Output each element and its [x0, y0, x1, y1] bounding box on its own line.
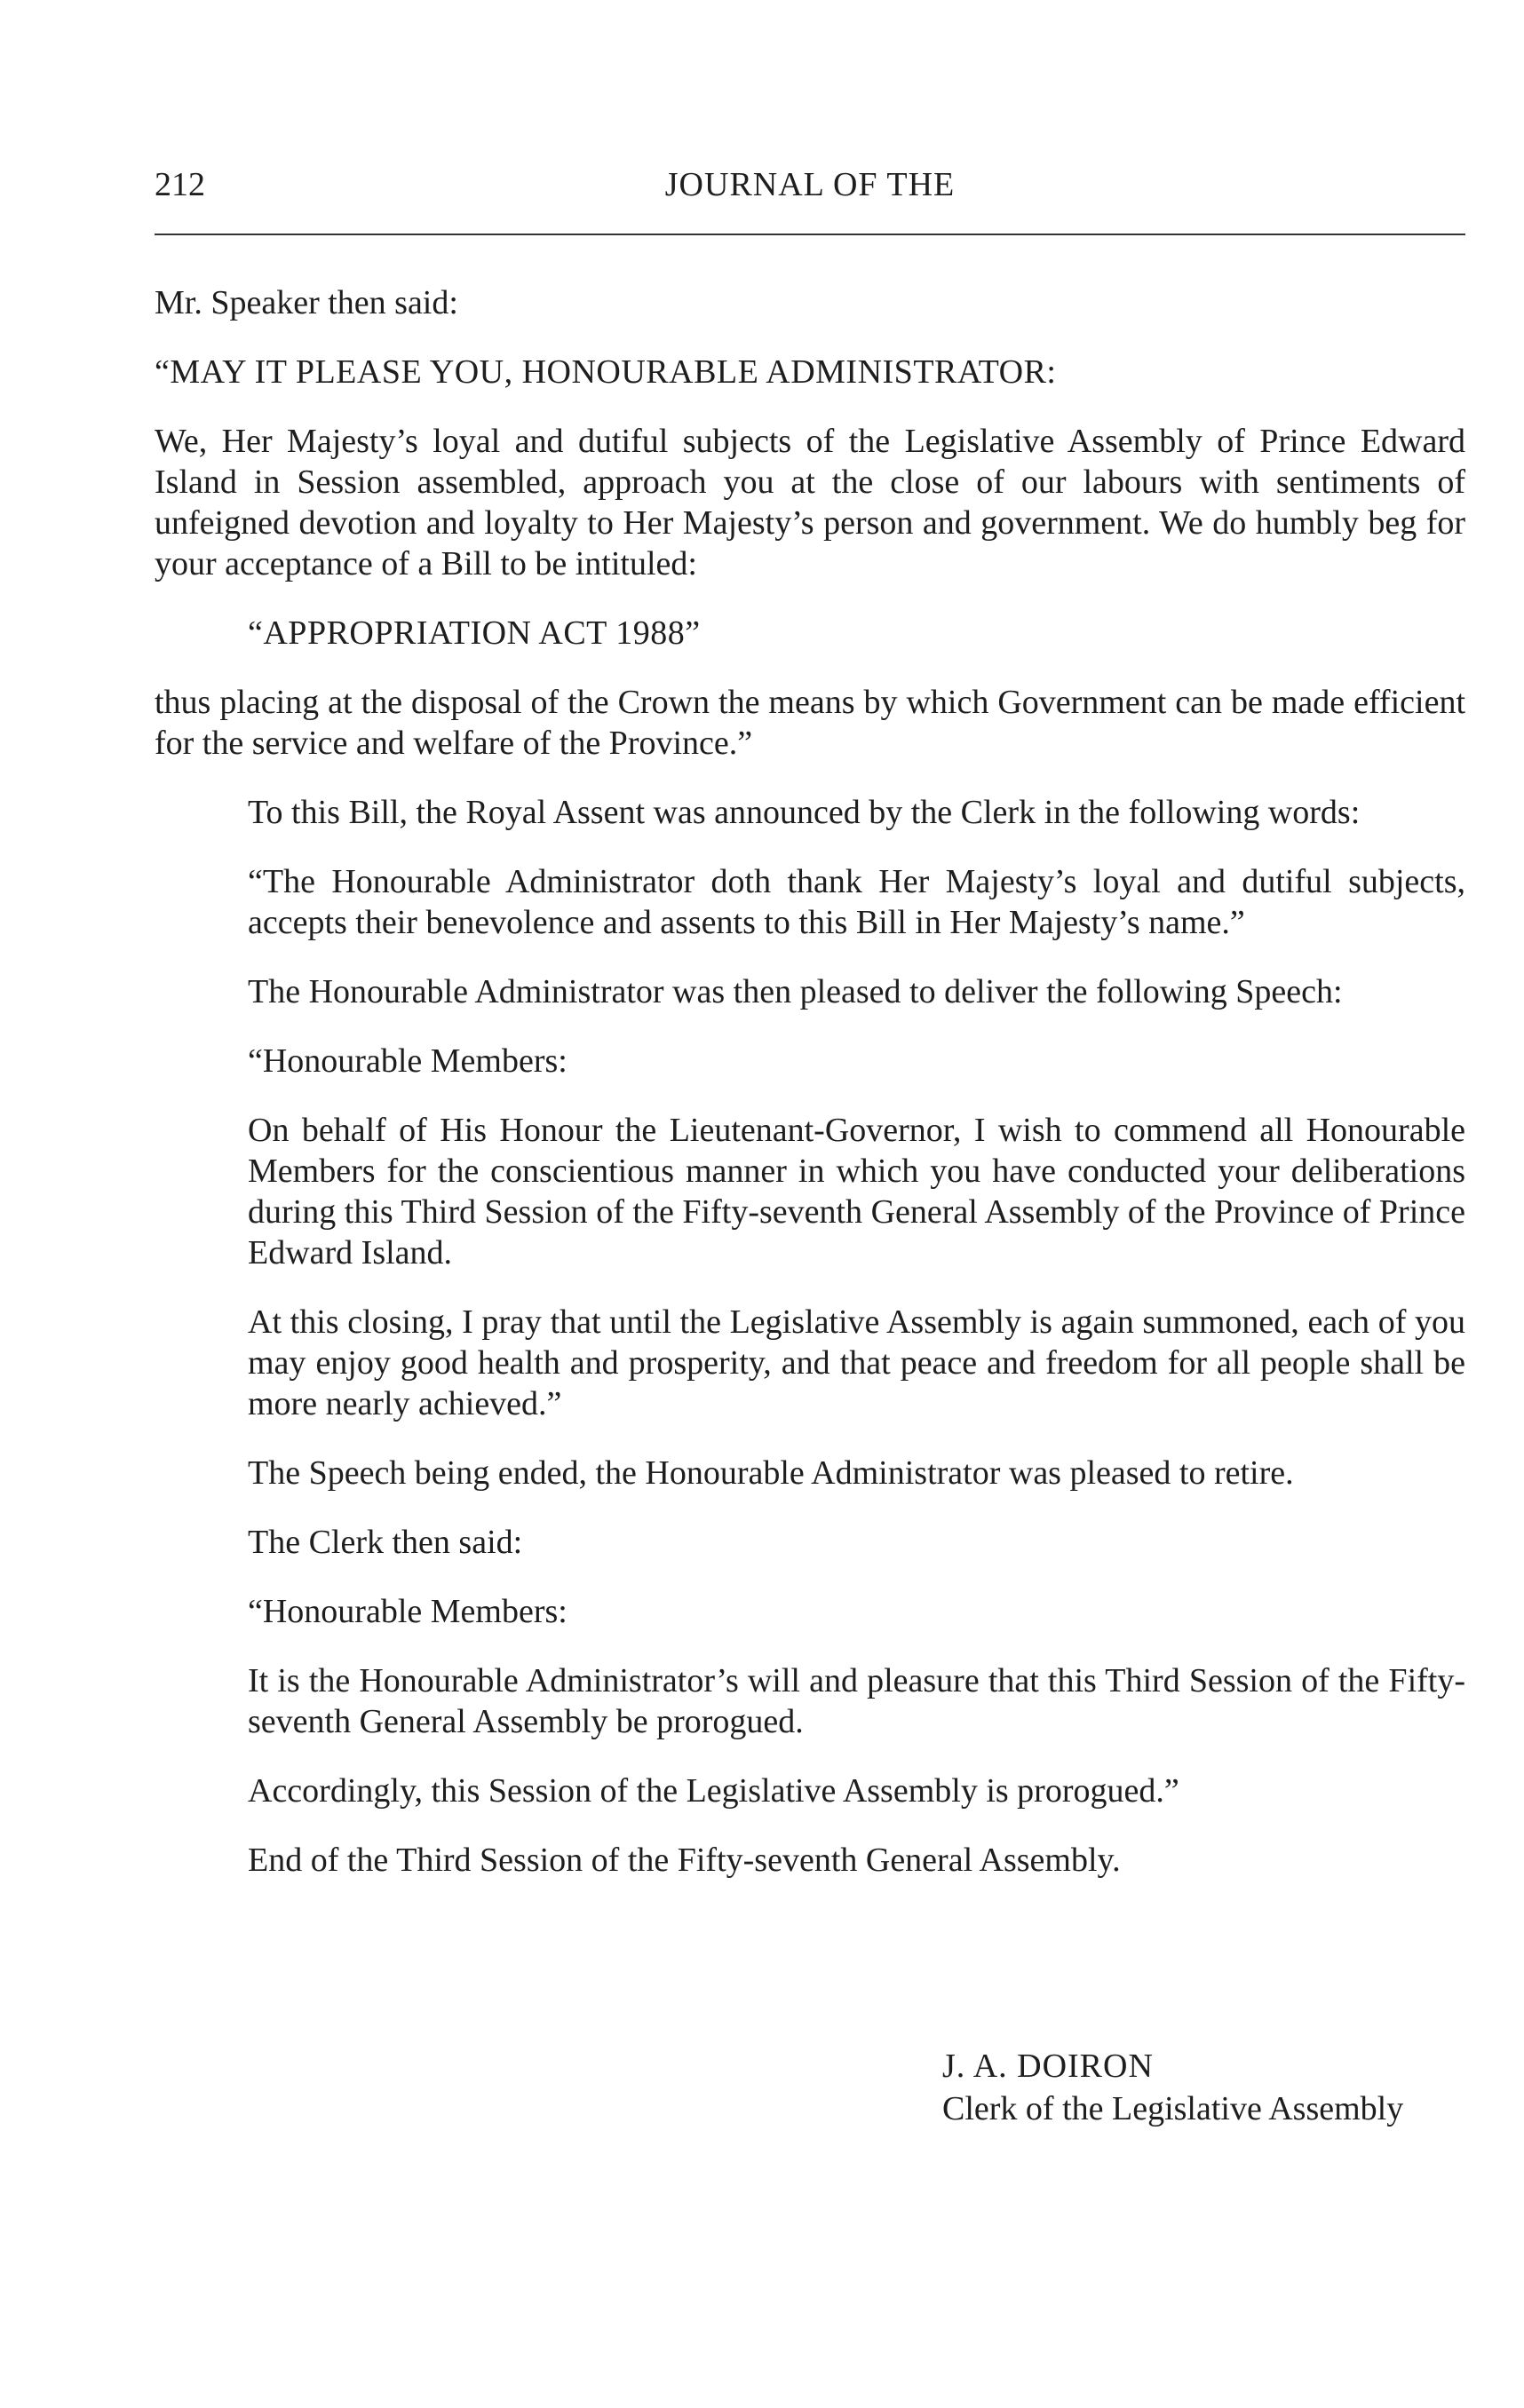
address-heading: “MAY IT PLEASE YOU, HONOURABLE ADMINISTRATOR:	[155, 353, 1057, 391]
body-text	[155, 282, 1465, 1909]
signature-block	[942, 2045, 1403, 2130]
clerk-salutation: “Honourable Members:	[248, 1593, 568, 1630]
prorogued-line: Accordingly, this Session of the Legislative Assembly is prorogued.”	[248, 1772, 1179, 1810]
speech-salutation: “Honourable Members:	[248, 1042, 568, 1080]
session-end-line: End of the Third Session of the Fifty-seventh General Assembly.	[248, 1842, 1121, 1879]
signatory-name: J. A. DOIRON	[942, 2048, 1154, 2085]
page-number: 212	[155, 166, 205, 203]
page-header	[155, 158, 1465, 211]
loyal-address-paragraph: We, Her Majesty’s loyal and dutiful subjects of the Legislative Assembly of Prince Edward Island in Session assembled, approach you at the close of our labours with sentiments of unfeigned devotion and loyalty to Her Majesty’s person and government. We do humbly beg for your acceptance of a Bill to be intituled:	[155, 423, 1465, 582]
speech-intro: The Honourable Administrator was then pleased to deliver the following Speech:	[248, 973, 1343, 1010]
prorogation-paragraph: It is the Honourable Administrator’s will and pleasure that this Third Session of the Fifty-seventh General Assembly be prorogued.	[248, 1662, 1465, 1740]
speech-ended-line: The Speech being ended, the Honourable Administrator was pleased to retire.	[248, 1454, 1294, 1492]
bill-purpose-paragraph: thus placing at the disposal of the Crown the means by which Government can be made efficient for the service and welfare of the Province.”	[155, 684, 1465, 762]
signatory-title: Clerk of the Legislative Assembly	[942, 2090, 1404, 2127]
royal-assent-intro: To this Bill, the Royal Assent was announced by the Clerk in the following words:	[248, 794, 1361, 831]
header-rule	[155, 234, 1465, 235]
royal-assent-quote: “The Honourable Administrator doth thank Her Majesty’s loyal and dutiful subjects, accepts their benevolence and assents to this Bill in Her Majesty’s name.”	[248, 863, 1465, 941]
running-head: JOURNAL OF THE	[664, 166, 956, 203]
speaker-intro: Mr. Speaker then said:	[155, 284, 458, 321]
bill-title: “APPROPRIATION ACT 1988”	[248, 614, 701, 652]
clerk-intro: The Clerk then said:	[248, 1524, 523, 1561]
journal-page	[155, 0, 1465, 2408]
speech-paragraph-2: At this closing, I pray that until the Legislative Assembly is again summoned, each of you may enjoy good health and prosperity, and that peace and freedom for all people shall be more nearly achieved.”	[248, 1303, 1465, 1422]
speech-paragraph-1: On behalf of His Honour the Lieutenant-Governor, I wish to commend all Honourable Members for the conscientious manner in which you have conducted your deliberations during this Third Session of the Fifty-seventh General Assembly of the Province of Prince Edward Island.	[248, 1112, 1465, 1271]
